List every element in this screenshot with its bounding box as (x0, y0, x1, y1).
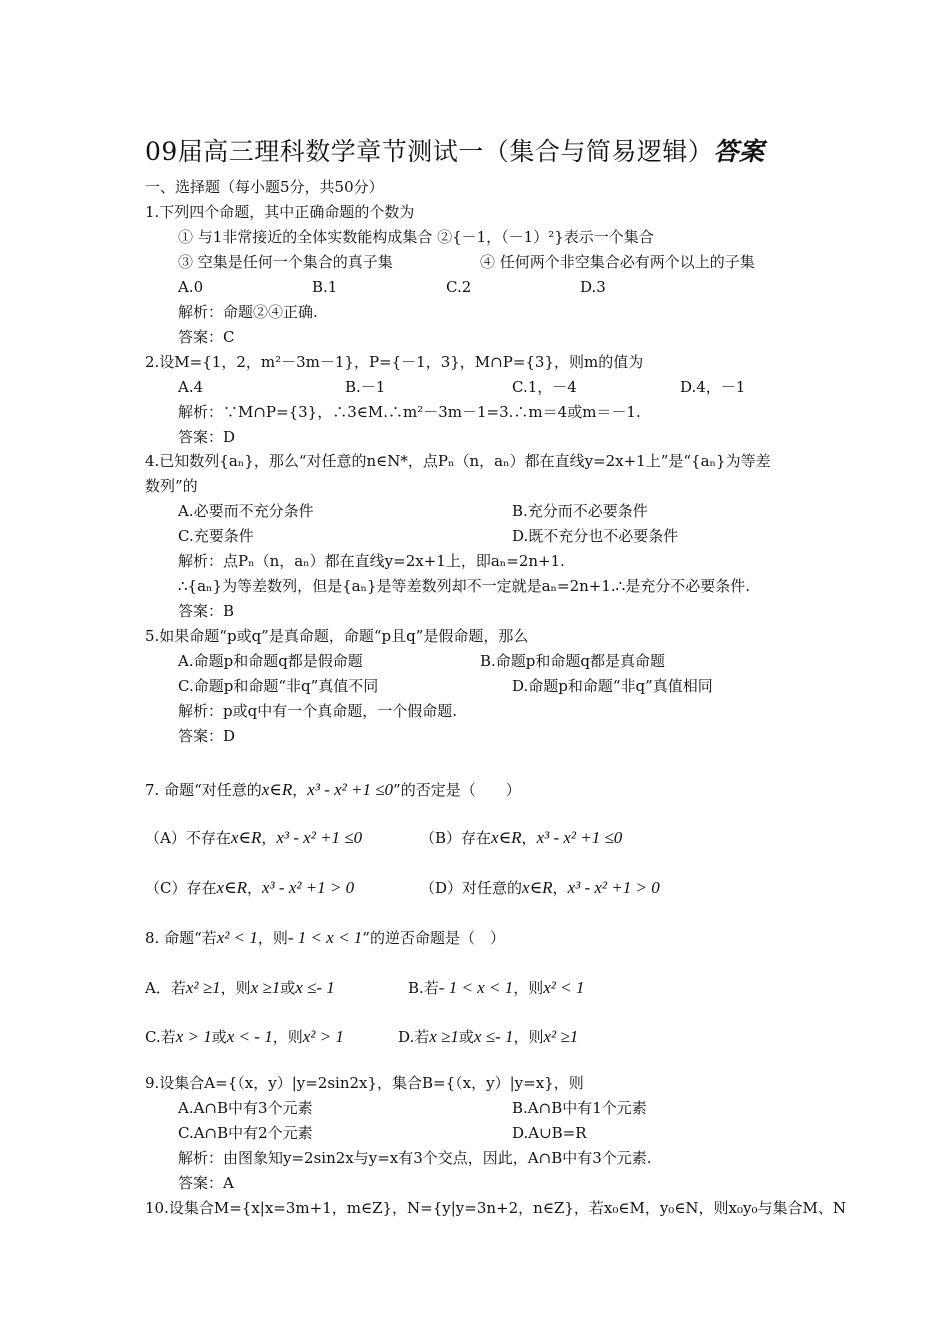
q7-option-b: （B）存在x∈R，x³ - x² +1 ≤0 (420, 828, 623, 847)
question-2: 2.设M={1，2，m²－3m－1}，P={－1，3}，M∩P={3}，则m的值为 (145, 353, 644, 371)
title-text: 09届高三理科数学章节测试一（集合与简易逻辑） (145, 137, 714, 166)
q8-d-label: D.若 (398, 1028, 430, 1046)
question-1: 1.下列四个命题，其中正确命题的个数为 (145, 203, 415, 221)
page-title (145, 132, 764, 168)
q8-a-label: A．若 (145, 979, 186, 997)
q5-option-c: C.命题p和命题“非q”真值不同 (178, 677, 379, 695)
question-9: 9.设集合A={（x，y）|y=2sin2x}，集合B={（x，y）|y=x}，则 (145, 1074, 584, 1092)
q2-explanation: 解析：∵M∩P={3}，∴3∈M.∴m²－3m－1=3.∴m＝4或m＝－1. (178, 403, 641, 421)
q4-answer: 答案：B (178, 602, 235, 620)
q8-option-d (398, 1027, 578, 1047)
q8-a-or: 或 (280, 979, 296, 997)
q7-c-label: （C）存在 (145, 879, 217, 897)
q8-a-math-2: x ≥1 (250, 978, 281, 997)
q8-a-math-1: x² ≥1 (185, 978, 221, 997)
q7-b-math-1: x∈R (491, 828, 522, 847)
q7-option-a: （A）不存在x∈R，x³ - x² +1 ≤0 (145, 828, 363, 847)
q8-option-a (145, 978, 335, 998)
q9-option-c: C.A∩B中有2个元素 (178, 1124, 313, 1142)
q8-d-mid: ，则 (513, 1028, 544, 1046)
q8-text-post: ”的逆否命题是（ ） (362, 929, 505, 947)
q1-statement-4: ④ 任何两个非空集合必有两个以上的子集 (480, 253, 755, 271)
q7-text-pre: 7. 命题“对任意的 (145, 781, 262, 799)
q9-option-d: D.A∪B=R (512, 1124, 587, 1142)
q8-c-math-2: x < - 1 (226, 1027, 273, 1046)
section-heading: 一、选择题（每小题5分，共50分） (145, 178, 384, 196)
q4-explanation-1: 解析：点Pₙ（n，aₙ）都在直线y=2x+1上，即aₙ=2n+1. (178, 552, 565, 570)
q1-option-c: C.2 (446, 278, 472, 296)
q1-option-d: D.3 (580, 278, 606, 296)
q4-explanation-2: ∴{aₙ}为等差数列，但是{aₙ}是等差数列却不一定就是aₙ=2n+1.∴是充分不必要条件. (178, 577, 750, 595)
q5-option-d: D.命题p和命题“非q”真值相同 (512, 677, 713, 695)
q8-math-2: - 1 < x < 1 (287, 928, 363, 947)
q8-text-mid: ，则 (257, 929, 288, 947)
q8-c-math-3: x² > 1 (302, 1027, 344, 1046)
q2-option-b: B.－1 (345, 378, 386, 396)
q7-c-math-1: x∈R (216, 878, 247, 897)
question-8 (145, 928, 505, 948)
question-5: 5.如果命题“p或q”是真命题，命题“p且q”是假命题，那么 (145, 627, 529, 645)
q7-b-math-2: x³ - x² +1 ≤0 (536, 828, 623, 847)
q4-option-d: D.既不充分也不必要条件 (512, 527, 679, 545)
q5-answer: 答案：D (178, 727, 236, 745)
question-7 (145, 780, 521, 800)
q1-explanation: 解析：命题②④正确. (178, 303, 318, 321)
q7-d-math-1: x∈R (522, 878, 553, 897)
q8-b-math-2: x² < 1 (543, 978, 585, 997)
q1-option-a: A.0 (178, 278, 204, 296)
q2-option-d: D.4，－1 (680, 378, 746, 396)
q2-option-c: C.1，－4 (512, 378, 577, 396)
q8-a-math-3: x ≤- 1 (295, 978, 335, 997)
q7-a-label: （A）不存在 (145, 829, 231, 847)
q4-option-c: C.充要条件 (178, 527, 254, 545)
q8-b-mid: ，则 (513, 979, 544, 997)
q5-option-a: A.命题p和命题q都是假命题 (178, 652, 363, 670)
q8-b-label: B.若 (408, 979, 439, 997)
q4-option-a: A.必要而不充分条件 (178, 502, 314, 520)
q2-option-a: A.4 (178, 378, 204, 396)
q5-explanation: 解析：p或q中有一个真命题，一个假命题. (178, 702, 457, 720)
q8-b-math-1: - 1 < x < 1 (438, 978, 514, 997)
q8-d-math-3: x² ≥1 (543, 1027, 579, 1046)
q9-explanation: 解析：由图象知y=2sin2x与y=x有3个交点，因此，A∩B中有3个元素. (178, 1149, 652, 1167)
q1-statements-1-2: ① 与1非常接近的全体实数能构成集合 ②{－1，（－1）²}表示一个集合 (178, 228, 654, 246)
q8-option-c (145, 1027, 344, 1047)
q7-a-math-2: x³ - x² +1 ≤0 (276, 828, 363, 847)
q8-c-mid: ，则 (272, 1028, 303, 1046)
q8-a-mid: ，则 (220, 979, 251, 997)
q7-d-math-2: x³ - x² +1 > 0 (567, 878, 660, 897)
question-10: 10.设集合M={x|x=3m+1，m∈Z}，N={y|y=3n+2，n∈Z}，若x₀∈M，y₀∈N，则x₀y₀与集合M、N (145, 1199, 846, 1217)
q7-option-d: （D）对任意的x∈R，x³ - x² +1 > 0 (420, 878, 660, 897)
q7-separator: ， (292, 781, 308, 799)
q7-math-2: x³ - x² +1 ≤0 (307, 780, 394, 799)
q7-b-label: （B）存在 (420, 829, 492, 847)
q8-math-1: x² < 1 (216, 928, 258, 947)
q7-text-post: ”的否定是（ ） (393, 781, 521, 799)
q4-option-b: B.充分而不必要条件 (512, 502, 648, 520)
title-answer-word: 答案 (713, 137, 765, 166)
q7-a-math-1: x∈R (230, 828, 262, 847)
q7-c-math-2: x³ - x² +1 > 0 (262, 878, 355, 897)
q7-d-label: （D）对任意的 (420, 879, 523, 897)
q7-math-1: x∈R (261, 780, 293, 799)
question-4: 4.已知数列{aₙ}，那么“对任意的n∈N*，点Pₙ（n，aₙ）都在直线y=2x+1上”是“{aₙ}为等差 (145, 452, 771, 470)
q8-c-or: 或 (211, 1028, 227, 1046)
question-4-continued: 数列”的 (145, 477, 198, 495)
q1-answer: 答案：C (178, 328, 235, 346)
q8-c-label: C.若 (145, 1028, 176, 1046)
q8-text-pre: 8. 命题“若 (145, 929, 217, 947)
q1-option-b: B.1 (312, 278, 338, 296)
q8-d-math-1: x ≥1 (429, 1027, 459, 1046)
q8-d-or: 或 (458, 1028, 474, 1046)
q2-answer: 答案：D (178, 428, 236, 446)
q1-statement-3: ③ 空集是任何一个集合的真子集 (178, 253, 393, 271)
q9-option-a: A.A∩B中有3个元素 (178, 1099, 313, 1117)
q8-option-b (408, 978, 584, 998)
q5-option-b: B.命题p和命题q都是真命题 (480, 652, 665, 670)
q9-option-b: B.A∩B中有1个元素 (512, 1099, 647, 1117)
q7-option-c: （C）存在x∈R，x³ - x² +1 > 0 (145, 878, 355, 897)
q8-c-math-1: x > 1 (175, 1027, 212, 1046)
q8-d-math-2: x ≤- 1 (473, 1027, 514, 1046)
q9-answer: 答案：A (178, 1174, 234, 1192)
